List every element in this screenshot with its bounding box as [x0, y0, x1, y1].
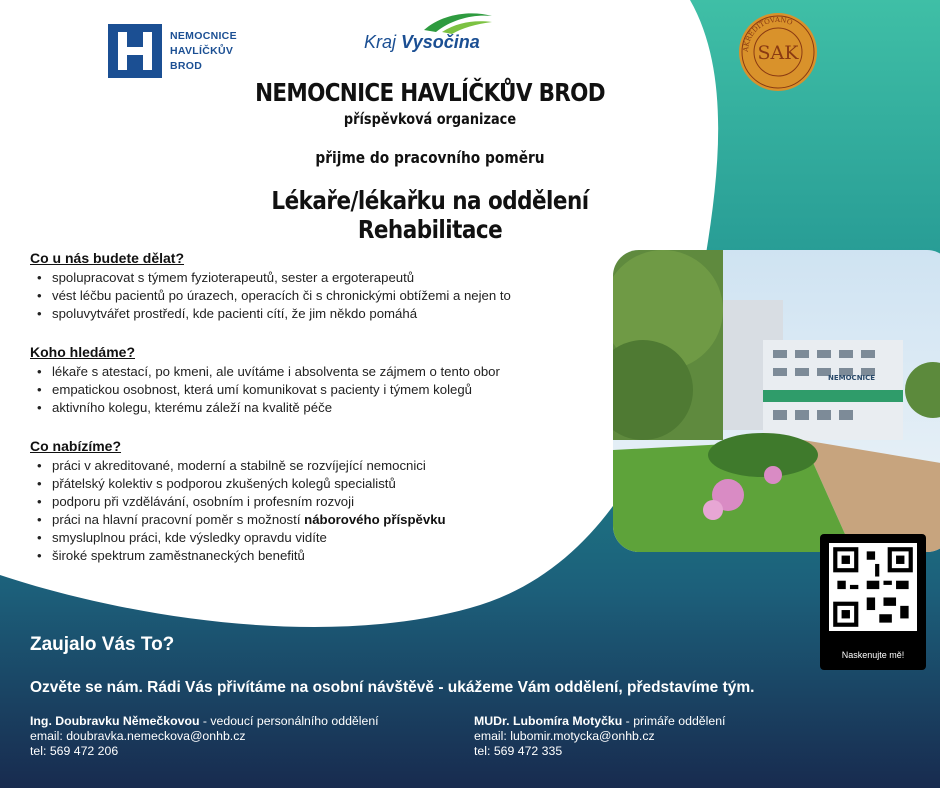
contact-phone[interactable]: tel: 569 472 335: [474, 744, 563, 758]
contact-role: - vedoucí personálního oddělení: [199, 714, 379, 728]
region-name: Vysočina: [401, 32, 480, 52]
qr-code-card[interactable]: [820, 534, 926, 670]
hiring-line: přijme do pracovního poměru: [315, 148, 545, 167]
contact-name: Ing. Doubravku Němečkovou: [30, 714, 200, 728]
section-offer: [30, 438, 610, 565]
list-item: • vést léčbu pacientů po úrazech, operacích či s chronickými obtížemi a nejen to: [30, 287, 610, 305]
contact-email[interactable]: email: lubomir.motycka@onhb.cz: [474, 729, 655, 743]
section-requirements: [30, 344, 610, 417]
section-heading: Co nabízíme?: [30, 438, 122, 454]
list-item: • podporu při vzdělávání, osobním i profesním rozvoji: [30, 493, 610, 511]
hospital-logo-line: HAVLÍČKŮV: [170, 44, 234, 57]
svg-text:SAK: SAK: [757, 42, 799, 64]
contact-phone[interactable]: tel: 569 472 206: [30, 744, 119, 758]
contact-primary: [474, 714, 725, 759]
contact-name: MUDr. Lubomíra Motyčku: [474, 714, 623, 728]
footer-heading: Zaujalo Vás To?: [30, 634, 175, 655]
list-item: • empatickou osobnost, která umí komunikovat s pacienty i týmem kolegů: [30, 381, 610, 399]
svg-text:AKREDITOVÁNO: AKREDITOVÁNO: [741, 15, 794, 53]
hospital-logo-line: BROD: [170, 59, 203, 72]
contact-role: - primáře oddělení: [622, 714, 726, 728]
list-item-bonus: [30, 511, 610, 529]
section-heading: Co u nás budete dělat?: [30, 250, 185, 266]
footer-invite: Ozvěte se nám. Rádi Vás přivítáme na osobní návštěvě - ukážeme Vám oddělení, představíme tým.: [30, 679, 755, 696]
contact-email[interactable]: email: doubravka.nemeckova@onhb.cz: [30, 729, 246, 743]
list-item: • přátelský kolektiv s podporou zkušených kolegů specialistů: [30, 475, 610, 493]
list-item: • aktivního kolegu, kterému záleží na kvalitě péče: [30, 399, 610, 417]
bonus-highlight: náborového příspěvku: [304, 512, 446, 527]
qr-caption: Naskenujte mě!: [841, 650, 905, 660]
org-type: příspěvková organizace: [343, 110, 517, 128]
contact-hr: [30, 714, 379, 759]
svg-text:NEMOCNICE: NEMOCNICE: [828, 374, 876, 382]
hospital-logo: [108, 24, 237, 78]
hospital-h-icon: [108, 24, 162, 78]
section-heading: Koho hledáme?: [30, 344, 136, 360]
list-item: • široké spektrum zaměstnaneckých benefitů: [30, 547, 610, 565]
list-item: • práci v akreditované, moderní a stabilně se rozvíjející nemocnici: [30, 457, 610, 475]
list-item: • lékaře s atestací, po kmeni, ale uvítáme i absolventa se zájmem o tento obor: [30, 363, 610, 381]
list-item: • spoluvytvářet prostředí, kde pacienti cítí, že jim někdo pomáhá: [30, 305, 610, 323]
qr-code-icon[interactable]: [829, 543, 917, 631]
list-item: • spolupracovat s týmem fyzioterapeutů, sester a ergoterapeutů: [30, 269, 610, 287]
region-swoosh-icon: [422, 10, 494, 34]
region-prefix: Kraj: [364, 32, 397, 52]
section-duties: [30, 250, 610, 323]
hospital-title: NEMOCNICE HAVLÍČKŮV BROD: [255, 78, 605, 107]
list-item: • smysluplnou práci, kde výsledky opravdu vidíte: [30, 529, 610, 547]
bonus-text: práci na hlavní pracovní poměr s možností: [52, 512, 305, 527]
accreditation-seal: [738, 12, 818, 92]
region-logo: [362, 10, 502, 58]
hospital-logo-line: NEMOCNICE: [170, 29, 237, 42]
hospital-photo: [613, 250, 940, 552]
position-title: Lékaře/lékařku na oddělení Rehabilitace: [271, 186, 589, 244]
